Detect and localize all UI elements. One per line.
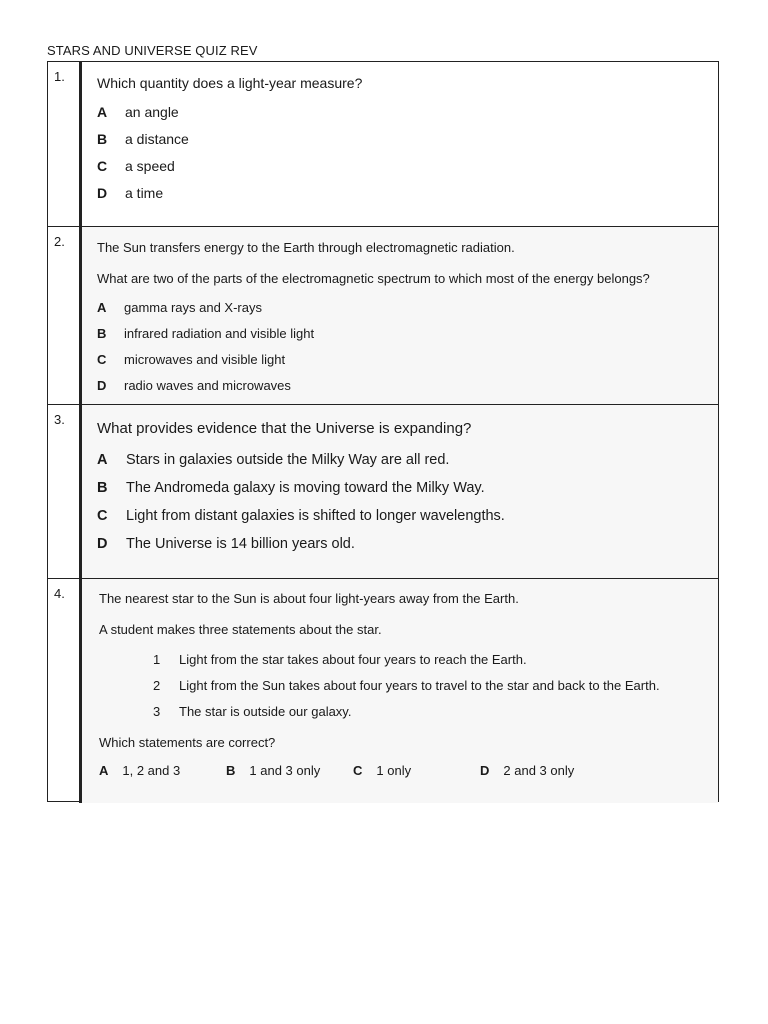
option-letter: C <box>353 763 363 778</box>
statement-text: Light from the star takes about four years to reach the Earth. <box>179 652 527 667</box>
question-stem: What provides evidence that the Universe is expanding? <box>97 420 472 437</box>
answer-option <box>480 763 574 778</box>
option-text: a distance <box>125 131 189 147</box>
statement-number: 2 <box>153 678 161 693</box>
option-letter: B <box>226 763 236 778</box>
question-number-cell <box>48 579 82 803</box>
option-text: radio waves and microwaves <box>124 378 291 393</box>
option-text: a time <box>125 185 164 201</box>
statement-number: 3 <box>153 704 161 719</box>
statement-number: 1 <box>153 652 161 667</box>
question-stem: Which quantity does a light-year measure? <box>97 75 363 91</box>
question-1 <box>48 62 718 227</box>
question-number: 3. <box>54 412 65 427</box>
answer-option <box>226 763 320 778</box>
answer-option <box>353 763 411 778</box>
option-letter: A <box>97 452 108 468</box>
option-letter: D <box>97 185 108 201</box>
question-number-cell <box>48 62 82 226</box>
question-number: 1. <box>54 69 65 84</box>
question-number-cell <box>48 227 82 404</box>
option-text: a speed <box>125 158 175 174</box>
answer-option <box>99 763 180 778</box>
option-text: Light from distant galaxies is shifted to longer wavelengths. <box>126 508 505 524</box>
statement-text: Light from the Sun takes about four years to travel to the star and back to the Earth. <box>179 678 660 693</box>
option-letter: A <box>97 300 107 315</box>
question-stem-line: The nearest star to the Sun is about four light-years away from the Earth. <box>99 591 519 606</box>
option-letter: C <box>97 352 107 367</box>
option-letter: D <box>97 378 107 393</box>
question-number: 2. <box>54 234 65 249</box>
question-number: 4. <box>54 586 65 601</box>
question-3 <box>48 405 718 579</box>
quiz-table <box>47 61 719 802</box>
option-text: The Andromeda galaxy is moving toward the Milky Way. <box>126 480 485 496</box>
option-text: infrared radiation and visible light <box>124 326 315 341</box>
question-content <box>82 579 718 803</box>
option-letter: C <box>97 508 108 524</box>
option-text: Stars in galaxies outside the Milky Way are all red. <box>126 452 450 468</box>
option-text: microwaves and visible light <box>124 352 286 367</box>
option-letter: B <box>97 326 107 341</box>
question-content <box>82 405 718 578</box>
option-text: The Universe is 14 billion years old. <box>126 536 355 552</box>
question-stem-line: The Sun transfers energy to the Earth through electromagnetic radiation. <box>97 240 515 255</box>
option-letter: A <box>99 763 109 778</box>
question-4 <box>48 579 718 803</box>
question-number-cell <box>48 405 82 578</box>
option-text: 2 and 3 only <box>503 763 575 778</box>
option-letter: B <box>97 131 108 147</box>
question-stem-line: A student makes three statements about the star. <box>99 622 382 637</box>
question-stem-line: What are two of the parts of the electromagnetic spectrum to which most of the energy belongs? <box>97 271 650 286</box>
question-content <box>82 62 718 226</box>
option-text: an angle <box>125 104 179 120</box>
option-text: 1 only <box>376 763 412 778</box>
question-2 <box>48 227 718 405</box>
option-letter: C <box>97 158 108 174</box>
option-letter: B <box>97 480 108 496</box>
option-text: 1 and 3 only <box>249 763 321 778</box>
option-text: gamma rays and X-rays <box>124 300 262 315</box>
option-text: 1, 2 and 3 <box>122 763 181 778</box>
question-content <box>82 227 718 404</box>
option-letter: D <box>480 763 490 778</box>
statement-text: The star is outside our galaxy. <box>179 704 352 719</box>
option-letter: A <box>97 104 108 120</box>
option-letter: D <box>97 536 108 552</box>
question-prompt: Which statements are correct? <box>99 735 276 750</box>
document-title: STARS AND UNIVERSE QUIZ REV <box>47 43 258 58</box>
